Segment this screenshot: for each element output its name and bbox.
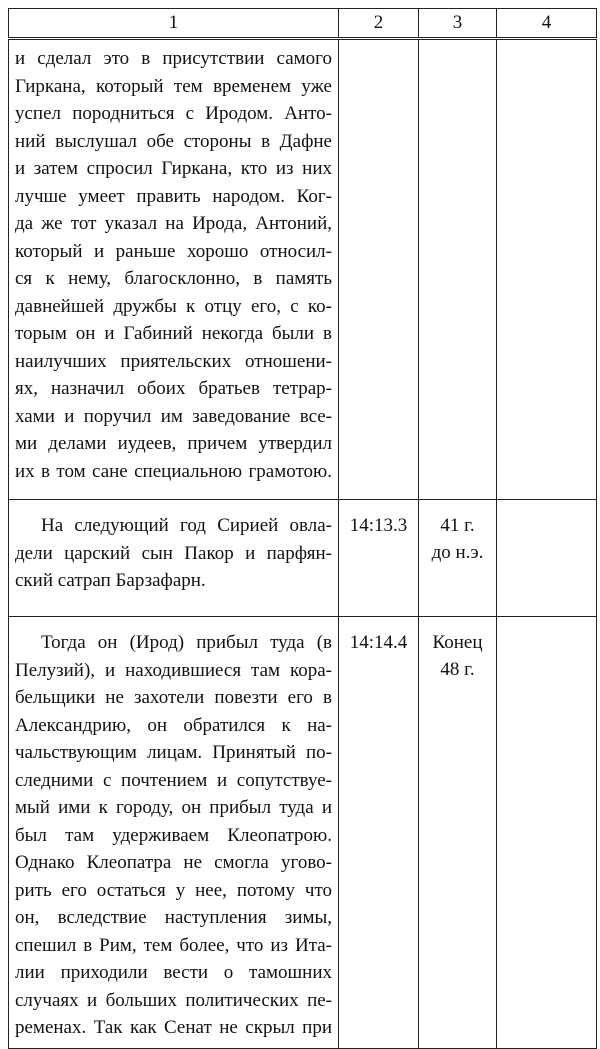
text-line: ях, назначил обоих братьев тетрар-	[15, 378, 332, 399]
text-line: спешил в Рим, тем более, что из Ита-	[15, 934, 332, 956]
notes-cell	[497, 500, 597, 617]
date-line: 48 г.	[440, 659, 475, 680]
text-line: хами и поручил им заведование все-	[15, 405, 332, 427]
text-line: и сделал это в присутствии самого	[15, 48, 332, 69]
text-cell	[9, 500, 339, 617]
column-header-4: 4	[497, 9, 597, 39]
text-line: давнейшей дружбы к отцу его, с ко-	[15, 295, 332, 317]
reference-cell: 14:14.4	[339, 617, 419, 1049]
text-line: успел породниться с Иродом. Анто-	[15, 103, 332, 124]
table-row	[9, 39, 597, 500]
text-line: рить его остаться у нее, потому что	[15, 879, 332, 901]
text-line: ся к нему, благосклонно, в память	[15, 268, 332, 289]
text-line: он, вследствие наступления зимы,	[15, 907, 332, 928]
text-line: бельщики не захотели повезти его в	[15, 687, 332, 708]
text-line: и затем спросил Гиркана, кто из них	[15, 158, 332, 179]
date-cell	[419, 500, 497, 617]
text-line: дели царский сын Пакор и парфян-	[15, 542, 332, 564]
date-cell	[419, 617, 497, 1049]
table-row	[9, 617, 597, 1049]
date-cell	[419, 39, 497, 500]
chronology-table	[8, 8, 597, 1049]
date-line: Конец	[432, 632, 483, 653]
text-line: Гиркана, который тем временем уже	[15, 75, 332, 97]
text-line: ский сатрап Барзафарн.	[15, 570, 206, 591]
text-cell	[9, 39, 339, 500]
column-header-3: 3	[419, 9, 497, 39]
text-line: лучше умеет править народом. Ког-	[15, 185, 332, 207]
text-line: мый ими к городу, он прибыл туда и	[15, 797, 332, 818]
table-header	[9, 9, 597, 39]
text-line: наилучших приятельских отношени-	[15, 350, 332, 372]
text-line: Пелузий), и находившиеся там кора-	[15, 659, 332, 681]
reference-cell: 14:13.3	[339, 500, 419, 617]
text-line: ми делами иудеев, причем утвердил	[15, 433, 332, 454]
notes-cell	[497, 617, 597, 1049]
text-line: Однако Клеопатра не смогла угово-	[15, 852, 332, 873]
text-line: случаях и больших политических пе-	[15, 989, 332, 1011]
text-line: был там удерживаем Клеопатрою.	[15, 824, 332, 846]
text-line: лии приходили вести о тамошних	[15, 962, 332, 983]
reference-cell	[339, 39, 419, 500]
text-line: На следующий год Сирией овла-	[41, 515, 332, 536]
text-line: их в том сане специальною грамотою.	[15, 460, 332, 482]
text-line: ременах. Так как Сенат не скрыл при	[15, 1017, 332, 1038]
text-line: который и раньше хорошо относил-	[15, 240, 332, 262]
column-header-1: 1	[9, 9, 339, 39]
date-line: до н.э.	[431, 542, 484, 563]
table-row	[9, 500, 597, 617]
text-line: ний выслушал обе стороны в Дафне	[15, 130, 332, 152]
text-cell	[9, 617, 339, 1049]
text-line: торым он и Габиний некогда были в	[15, 323, 332, 344]
date-line: 41 г.	[440, 515, 475, 536]
text-line: Тогда он (Ирод) прибыл туда (в	[41, 632, 332, 653]
text-line: следними с почтением и сопутствуе-	[15, 769, 332, 791]
column-header-2: 2	[339, 9, 419, 39]
text-line: чальствующим лицам. Принятый по-	[15, 742, 332, 763]
text-line: да же тот указал на Ирода, Антоний,	[15, 213, 332, 234]
text-line: Александрию, он обратился к на-	[15, 714, 332, 736]
notes-cell	[497, 39, 597, 500]
